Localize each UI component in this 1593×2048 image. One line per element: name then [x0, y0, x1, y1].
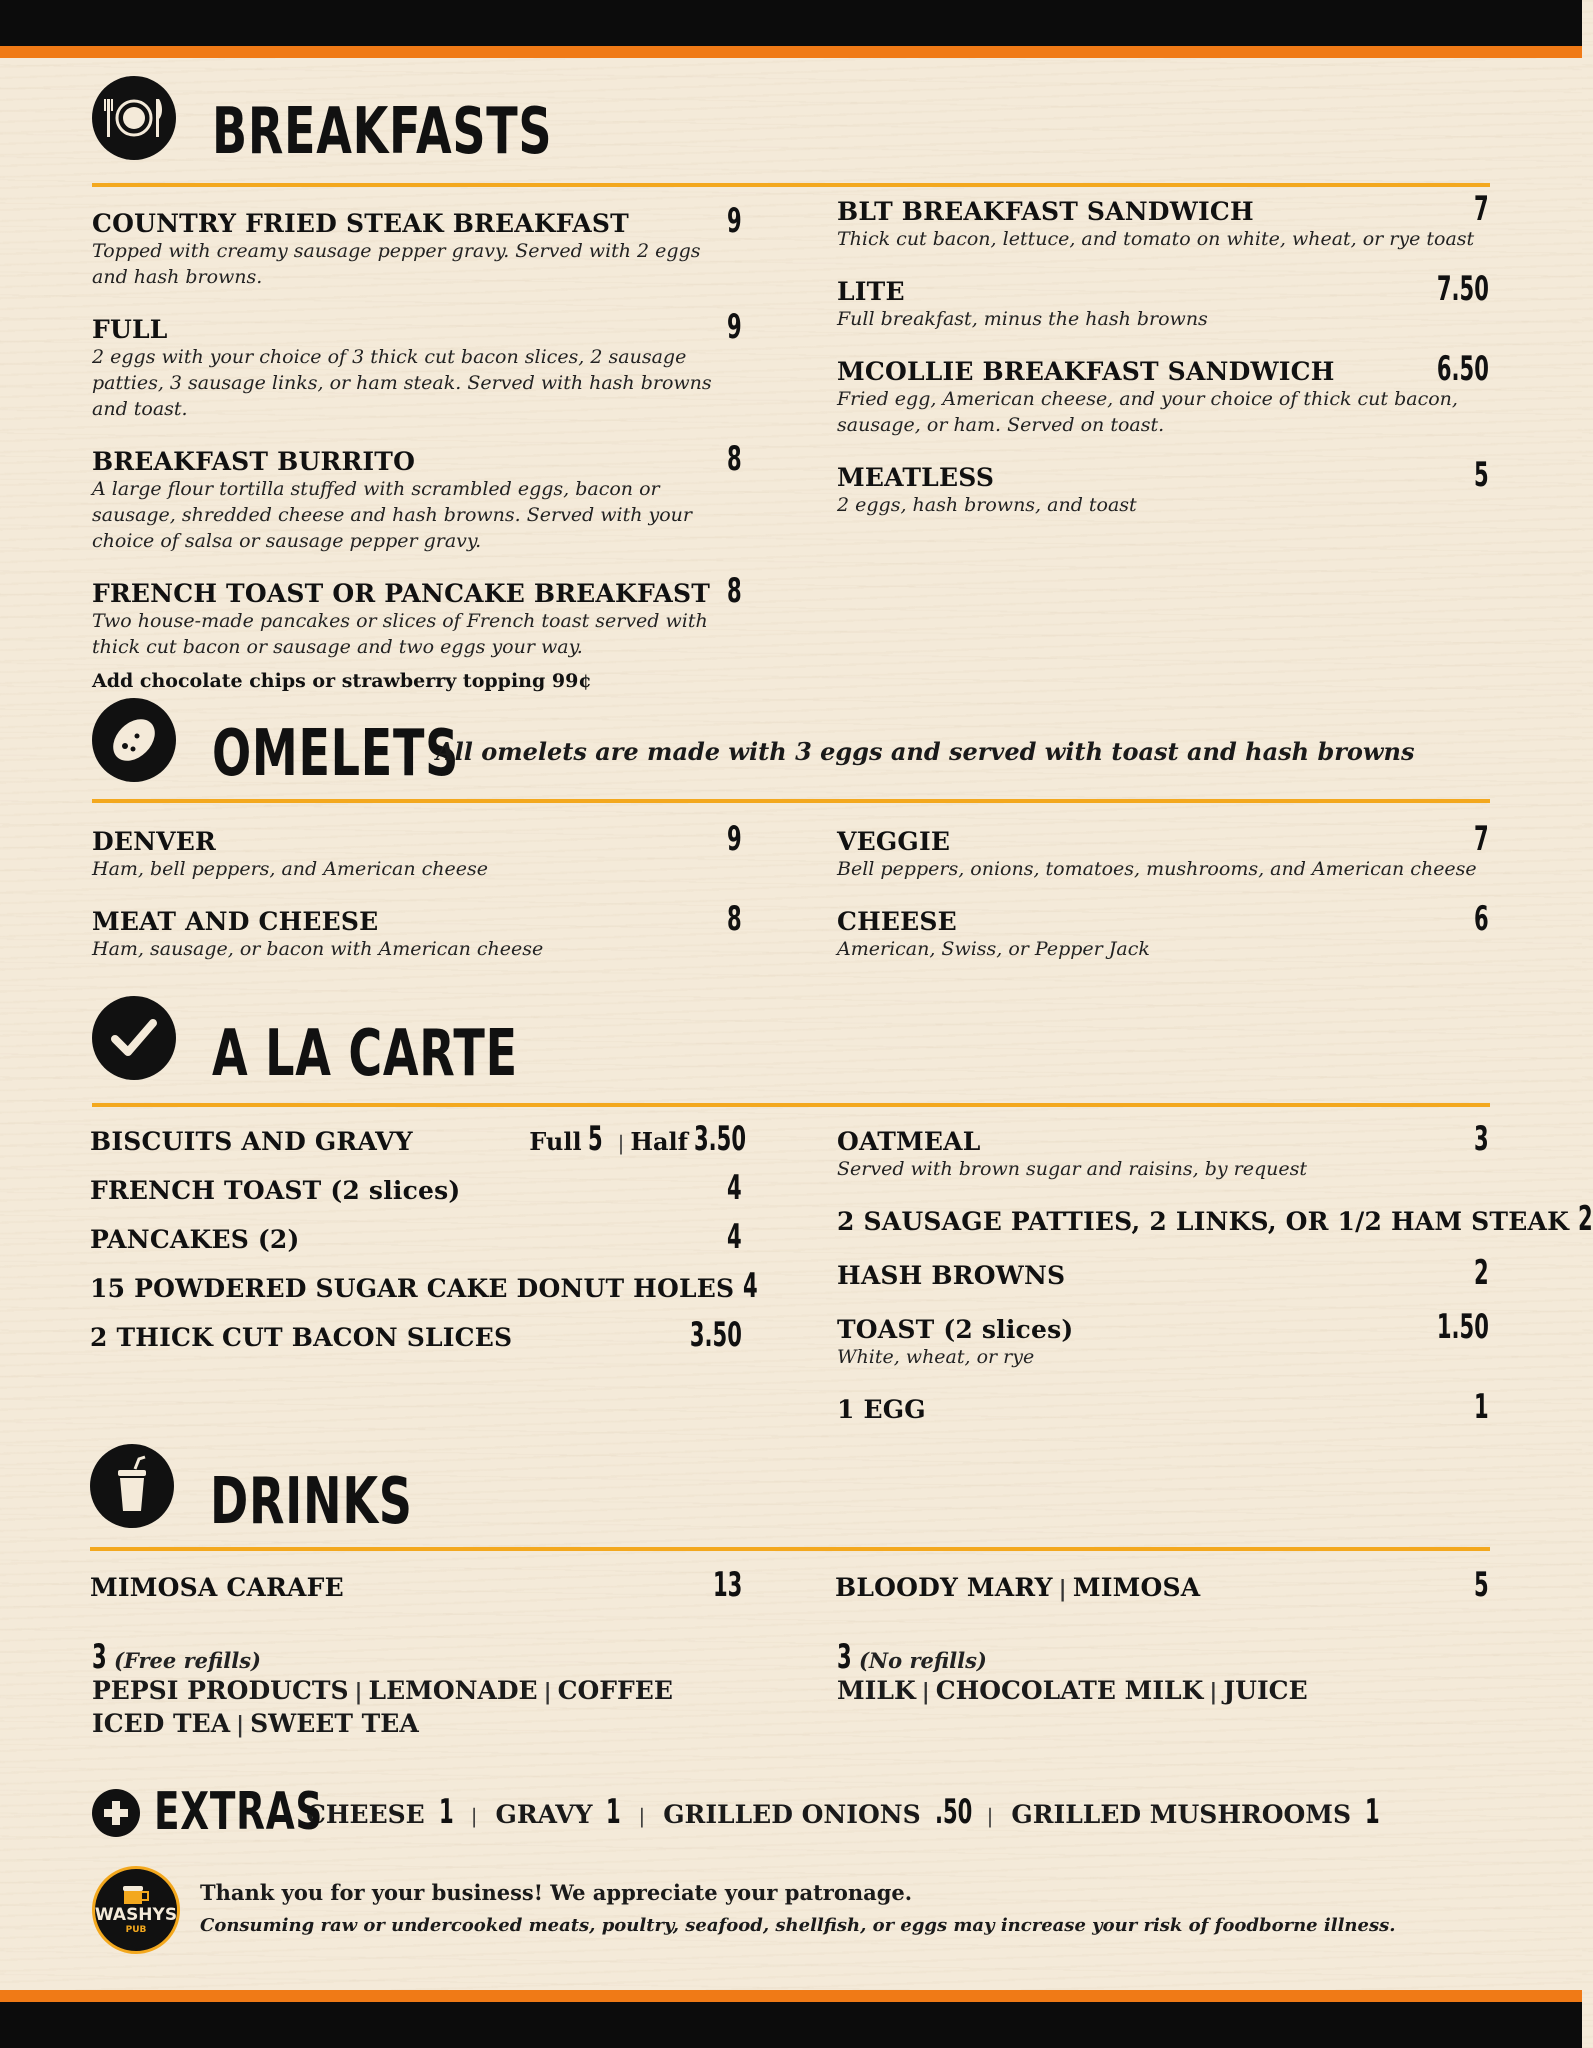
bottom-orange-stripe	[0, 1990, 1582, 2002]
item-price: 9	[727, 307, 742, 347]
menu-item	[837, 349, 1489, 438]
no-refills-group	[837, 1637, 1308, 1705]
separator: |	[1058, 1576, 1067, 1602]
omelets-left-column	[92, 819, 742, 982]
drink-line	[92, 1676, 673, 1705]
alacarte-heading: A LA CARTE	[212, 1017, 518, 1091]
drink-name: MILK	[837, 1676, 916, 1705]
topping-addon-note: Add chocolate chips or strawberry topping 99¢	[92, 670, 592, 692]
item-description: Served with brown sugar and raisins, by request	[837, 1158, 1308, 1180]
item-price: 8	[727, 899, 742, 939]
item-description: American, Swiss, or Pepper Jack	[837, 938, 1150, 960]
separator: |	[236, 1712, 245, 1738]
logo-text: WASHYS	[94, 1905, 178, 1925]
menu-item	[92, 571, 742, 660]
logo-sub: PUB	[125, 1925, 147, 1935]
group-price: 3	[837, 1637, 852, 1677]
separator: |	[921, 1679, 930, 1705]
item-description: A large flour tortilla stuffed with scrambled eggs, bacon or sausage, shredded cheese and hash browns. Served with your choice of salsa or sausage pepper gravy.	[92, 478, 693, 552]
separator: |	[354, 1679, 363, 1705]
item-name: CHEESE	[837, 907, 957, 936]
drink-line	[92, 1709, 673, 1738]
mimosa-carafe-item	[90, 1565, 742, 1605]
mimosa-label: MIMOSA	[1072, 1573, 1201, 1602]
item-price: 9	[727, 819, 742, 859]
extra-name: GRILLED MUSHROOMS	[1011, 1800, 1351, 1829]
full-price: 5	[587, 1119, 603, 1159]
menu-item	[92, 201, 742, 290]
item-name: MEATLESS	[837, 463, 995, 492]
plus-icon	[92, 1789, 140, 1837]
item-description: Fried egg, American cheese, and your choice of thick cut bacon, sausage, or ham. Served on toast.	[837, 388, 1458, 436]
item-description: Ham, bell peppers, and American cheese	[92, 858, 488, 880]
item-description: Two house-made pancakes or slices of French toast served with thick cut bacon or sausage and two eggs your way.	[92, 610, 708, 658]
item-name: FRENCH TOAST OR PANCAKE BREAKFAST	[92, 579, 711, 608]
menu-item	[837, 1199, 1593, 1239]
extra-price: 1	[438, 1792, 454, 1832]
item-description: 2 eggs, hash browns, and toast	[837, 494, 1137, 516]
item-description: White, wheat, or rye	[837, 1346, 1035, 1368]
breakfasts-rule	[92, 183, 1490, 187]
menu-item	[837, 1119, 1489, 1182]
menu-item	[92, 439, 742, 554]
item-name: 2 SAUSAGE PATTIES, 2 LINKS, OR 1/2 HAM STEAK	[837, 1207, 1569, 1236]
drink-name: PEPSI PRODUCTS	[92, 1676, 349, 1705]
item-name: BISCUITS AND GRAVY	[90, 1127, 413, 1156]
drinks-rule	[90, 1547, 1490, 1551]
plate-fork-knife-icon	[92, 76, 176, 160]
item-name	[835, 1573, 1200, 1602]
drink-line	[837, 1676, 1308, 1705]
item-name: FRENCH TOAST (2 slices)	[90, 1176, 461, 1205]
omelets-right-column	[837, 819, 1489, 982]
drink-name: LEMONADE	[368, 1676, 538, 1705]
menu-item	[90, 1266, 758, 1318]
thank-you-text: Thank you for your business! We appreciate your patronage.	[200, 1880, 913, 1905]
item-name: COUNTRY FRIED STEAK BREAKFAST	[92, 209, 629, 238]
menu-item	[837, 1307, 1489, 1370]
extra-price: 1	[1365, 1792, 1380, 1832]
item-price: 4	[727, 1168, 742, 1208]
item-name: FULL	[92, 315, 168, 344]
item-price: 4	[727, 1217, 742, 1257]
menu-item	[90, 1217, 742, 1269]
extras-heading: EXTRAS	[154, 1782, 324, 1842]
item-price: 2	[1474, 1253, 1489, 1293]
drink-name: ICED TEA	[92, 1709, 231, 1738]
extras-items	[306, 1792, 1380, 1832]
item-description: Bell peppers, onions, tomatoes, mushrooms, and American cheese	[837, 858, 1477, 880]
item-price: 6	[1474, 899, 1489, 939]
menu-item	[837, 819, 1489, 882]
item-name: DENVER	[92, 827, 217, 856]
menu-item	[92, 899, 742, 962]
separator: |	[1209, 1679, 1218, 1705]
drink-name: COFFEE	[557, 1676, 673, 1705]
drinks-heading: DRINKS	[210, 1465, 413, 1539]
cup-straw-icon	[90, 1444, 174, 1528]
menu-item	[837, 1387, 1489, 1427]
menu-item	[92, 819, 742, 882]
item-price: 13	[712, 1565, 742, 1605]
item-name: PANCAKES (2)	[90, 1225, 300, 1254]
bloody-mary-label: BLOODY MARY	[835, 1573, 1053, 1602]
item-price: 4	[743, 1266, 758, 1306]
item-description: Full breakfast, minus the hash browns	[837, 308, 1208, 330]
alacarte-rule	[92, 1103, 1490, 1107]
item-price: 8	[727, 571, 742, 611]
extra-price: .50	[934, 1792, 972, 1832]
bloody-mary-mimosa-item	[835, 1565, 1489, 1605]
item-description: Topped with creamy sausage pepper gravy. Served with 2 eggs and hash browns.	[92, 240, 701, 288]
bottom-black-bar	[0, 2002, 1582, 2048]
item-price: 2	[1577, 1199, 1593, 1239]
item-price: 8	[727, 439, 742, 479]
item-price: 7	[1474, 189, 1489, 229]
item-name: TOAST (2 slices)	[837, 1315, 1074, 1344]
item-name: LITE	[837, 277, 905, 306]
omelets-heading: OMELETS	[212, 717, 460, 791]
item-name: MCOLLIE BREAKFAST SANDWICH	[837, 357, 1335, 386]
item-price: 7	[1474, 819, 1489, 859]
menu-item	[90, 1119, 747, 1171]
extra-price: 1	[606, 1792, 622, 1832]
free-refills-group	[92, 1637, 673, 1738]
drink-name: CHOCOLATE MILK	[935, 1676, 1204, 1705]
item-name: MEAT AND CHEESE	[92, 907, 379, 936]
beer-mug-icon	[116, 1885, 156, 1905]
item-name: BLT BREAKFAST SANDWICH	[837, 197, 1254, 226]
item-name: 15 POWDERED SUGAR CAKE DONUT HOLES	[90, 1274, 735, 1303]
menu-item	[90, 1168, 742, 1220]
refill-note: (Free refills)	[114, 1648, 261, 1673]
breakfasts-left-column	[92, 201, 742, 692]
breakfasts-heading: BREAKFASTS	[212, 95, 553, 169]
half-label: Half	[630, 1127, 688, 1156]
item-price: 6.50	[1436, 349, 1489, 389]
item-name: BREAKFAST BURRITO	[92, 447, 416, 476]
item-price: 3.50	[689, 1315, 742, 1355]
separator: |	[543, 1679, 552, 1705]
item-price: 7.50	[1436, 269, 1489, 309]
separator: |	[986, 1804, 994, 1828]
item-name: HASH BROWNS	[837, 1261, 1066, 1290]
extras-line	[154, 1782, 1379, 1842]
extra-name: GRAVY	[495, 1800, 593, 1829]
full-label: Full	[529, 1127, 582, 1156]
washys-pub-logo	[92, 1866, 180, 1954]
item-description: 2 eggs with your choice of 3 thick cut bacon slices, 2 sausage patties, 3 sausage links, or ham steak. Served with hash browns and toast.	[92, 346, 712, 420]
omelets-note: All omelets are made with 3 eggs and served with toast and hash browns	[436, 737, 1415, 766]
menu-item	[837, 455, 1489, 518]
menu-item	[92, 307, 742, 422]
item-description: Thick cut bacon, lettuce, and tomato on white, wheat, or rye toast	[837, 228, 1475, 250]
half-price: 3.50	[694, 1119, 747, 1159]
drink-name: SWEET TEA	[250, 1709, 419, 1738]
checkmark-icon	[92, 996, 176, 1080]
menu-item	[837, 269, 1489, 332]
item-price: 9	[727, 201, 742, 241]
menu-item	[837, 1253, 1489, 1293]
refill-note: (No refills)	[859, 1648, 987, 1673]
egg-icon	[92, 698, 176, 782]
extra-name: CHEESE	[306, 1800, 425, 1829]
foodborne-warning: Consuming raw or undercooked meats, poultry, seafood, shellfish, or eggs may increase your risk of foodborne illness.	[200, 1915, 1396, 1936]
item-price: 5	[1474, 1565, 1489, 1605]
extra-name: GRILLED ONIONS	[663, 1800, 921, 1829]
menu-item	[837, 899, 1489, 962]
item-price: 3	[1474, 1119, 1489, 1159]
omelets-rule	[92, 799, 1490, 803]
separator: |	[617, 1131, 625, 1155]
item-price: 1.50	[1436, 1307, 1489, 1347]
top-black-bar	[0, 0, 1582, 46]
item-description: Ham, sausage, or bacon with American cheese	[92, 938, 544, 960]
biscuits-prices	[529, 1119, 747, 1159]
item-name: 2 THICK CUT BACON SLICES	[90, 1323, 513, 1352]
item-name: OATMEAL	[837, 1127, 981, 1156]
item-price: 5	[1474, 455, 1489, 495]
drink-name: JUICE	[1223, 1676, 1308, 1705]
no-refills-header	[837, 1637, 1308, 1677]
free-refills-header	[92, 1637, 673, 1677]
alacarte-left-column	[90, 1119, 758, 1367]
item-price: 1	[1474, 1387, 1489, 1427]
item-name: 1 EGG	[837, 1395, 926, 1424]
alacarte-right-column	[837, 1119, 1593, 1444]
separator: |	[638, 1804, 646, 1828]
breakfasts-right-column	[837, 189, 1489, 538]
item-name: VEGGIE	[837, 827, 951, 856]
menu-item	[837, 189, 1489, 252]
top-orange-stripe	[0, 46, 1582, 58]
item-name: MIMOSA CARAFE	[90, 1573, 344, 1602]
menu-item	[90, 1315, 742, 1367]
group-price: 3	[92, 1637, 107, 1677]
separator: |	[470, 1804, 478, 1828]
